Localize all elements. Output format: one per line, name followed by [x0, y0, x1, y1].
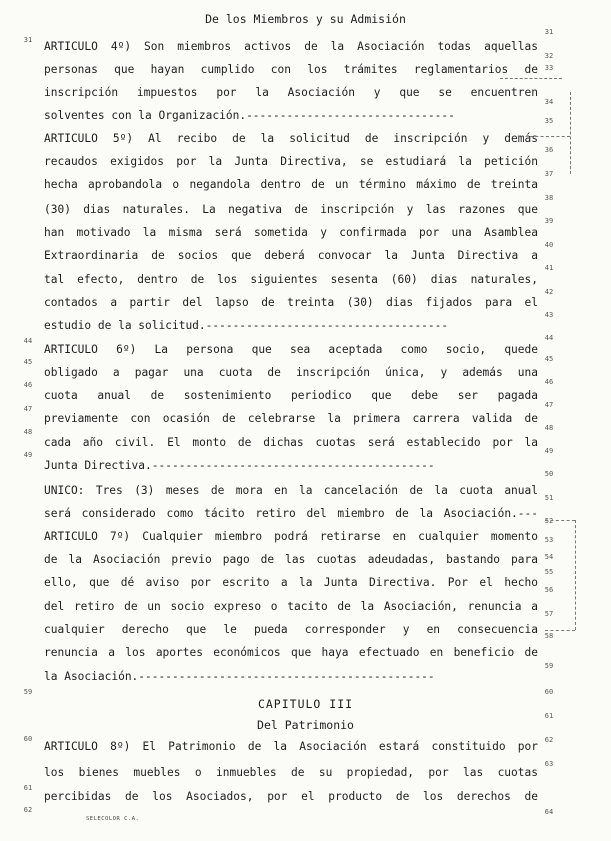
stamp-mark — [530, 136, 570, 137]
text-line: hecha aprobandola o negandola dentro de un término máximo de treinta — [44, 178, 538, 191]
chapter-subtitle: Del Patrimonio — [257, 718, 354, 732]
text-line: ARTICULO 5º) Al recibo de la solicitud de inscripción y demás — [44, 132, 538, 145]
line-number: 60 — [23, 735, 33, 743]
line-number: 54 — [544, 553, 554, 561]
text-line: percibidas de los Asociados, por el producto de los derechos de — [44, 790, 538, 803]
text-line: cada año civil. El monto de dichas cuotas será establecido por la — [44, 436, 538, 449]
line-number: 62 — [544, 736, 554, 744]
text-line: la Asociación.-------------------------------------------- — [44, 670, 435, 683]
text-line: Extraordinaria de socios que deberá convocar la Junta Directiva a — [44, 249, 538, 262]
text-line: han motivado la misma será sometida y confirmada por una Asamblea — [44, 226, 538, 239]
line-number: 43 — [544, 311, 554, 319]
text-line: ello, que dé aviso por escrito a la Junta Directiva. Por el hecho — [44, 576, 538, 589]
line-number: 38 — [544, 194, 554, 202]
text-line: UNICO: Tres (3) meses de mora en la cancelación de la cuota anual — [44, 484, 538, 497]
line-number: 42 — [544, 288, 554, 296]
line-number: 44 — [23, 337, 33, 345]
line-number: 59 — [23, 688, 33, 696]
line-number: 58 — [544, 632, 554, 640]
line-number: 46 — [544, 378, 554, 386]
line-number: 39 — [544, 217, 554, 225]
line-number: 51 — [544, 494, 554, 502]
line-number: 57 — [544, 610, 554, 618]
text-line: inscripción impuestos por la Asociación y que se encuentren — [44, 86, 538, 99]
line-number: 47 — [23, 405, 33, 413]
stamp-mark — [500, 78, 562, 79]
chapter-title: CAPITULO III — [257, 697, 354, 711]
line-number: 53 — [544, 536, 554, 544]
line-number: 52 — [544, 517, 554, 525]
line-number: 64 — [544, 808, 554, 816]
line-number: 40 — [544, 241, 554, 249]
line-number: 45 — [544, 355, 554, 363]
stamp-mark — [570, 92, 571, 174]
text-line: cuota anual de sostenimiento periodico que debe ser pagada — [44, 389, 538, 402]
line-number: 35 — [544, 117, 554, 125]
line-number: 55 — [544, 568, 554, 576]
text-line: ARTICULO 4º) Son miembros activos de la Asociación todas aquellas — [44, 40, 538, 53]
text-line: recaudos exigidos por la Junta Directiva, se estudiará la petición — [44, 155, 538, 168]
line-number: 31 — [23, 36, 33, 44]
line-number: 41 — [544, 264, 554, 272]
line-number: 48 — [23, 428, 33, 436]
section-heading: De los Miembros y su Admisión — [205, 12, 406, 26]
line-number: 61 — [23, 784, 33, 792]
stamp-mark — [545, 520, 575, 521]
line-number: 61 — [544, 712, 554, 720]
line-number: 63 — [544, 760, 554, 768]
line-number: 33 — [544, 64, 554, 72]
line-number: 50 — [544, 470, 554, 478]
line-number: 48 — [544, 424, 554, 432]
line-number: 56 — [544, 586, 554, 594]
text-line: será considerado como tácito retiro del miembro de la Asociación.--- — [44, 507, 538, 520]
text-line: ARTICULO 6º) La persona que sea aceptada como socio, quede — [44, 343, 538, 356]
text-line: contados a partir del lapso de treinta (30) dias fijados para el — [44, 296, 538, 309]
line-number: 45 — [23, 358, 33, 366]
text-line: cualquier derecho que le pueda corresponder y en consecuencia — [44, 623, 538, 636]
line-number: 62 — [23, 806, 33, 814]
text-line: obligado a pagar una cuota de inscripción única, y además una — [44, 366, 538, 379]
stamp-mark — [575, 520, 576, 630]
text-line: ARTICULO 8º) El Patrimonio de la Asociación estará constituido por — [44, 740, 538, 753]
line-number: 47 — [544, 401, 554, 409]
line-number: 34 — [544, 98, 554, 106]
line-number: 36 — [544, 146, 554, 154]
print-footer: SELECOLOR C.A. — [86, 816, 140, 822]
line-number: 49 — [23, 451, 33, 459]
line-number: 31 — [544, 28, 554, 36]
text-line: previamente con ocasión de celebrarse la primera carrera valida de — [44, 412, 538, 425]
text-line: estudio de la solicitud.------------------------------------ — [44, 319, 449, 332]
text-line: ARTICULO 7º) Cualquier miembro podrá retirarse en cualquier momento — [44, 530, 538, 543]
line-number: 59 — [544, 662, 554, 670]
text-line: renuncia a los aportes económicos que haya efectuado en beneficio de — [44, 646, 538, 659]
line-number: 37 — [544, 170, 554, 178]
text-line: los bienes muebles o inmuebles de su propiedad, por las cuotas — [44, 766, 538, 779]
line-number: 32 — [544, 52, 554, 60]
text-line: personas que hayan cumplido con los trámites reglamentarios de — [44, 63, 538, 76]
line-number: 46 — [23, 381, 33, 389]
line-number: 49 — [544, 447, 554, 455]
stamp-mark — [545, 630, 575, 631]
line-number: 60 — [544, 688, 554, 696]
text-line: del retiro de un socio expreso o tacito de la Asociación, renuncia a — [44, 600, 538, 613]
text-line: (30) dias naturales. La negativa de inscripción y las razones que — [44, 203, 538, 216]
text-line: solventes con la Organización.------------------------------- — [44, 109, 455, 122]
text-line: tal efecto, dentro de los siguientes sesenta (60) dias naturales, — [44, 273, 538, 286]
line-number: 44 — [544, 334, 554, 342]
text-line: Junta Directiva.------------------------------------------ — [44, 459, 435, 472]
text-line: de la Asociación previo pago de las cuotas adeudadas, bastando para — [44, 553, 538, 566]
